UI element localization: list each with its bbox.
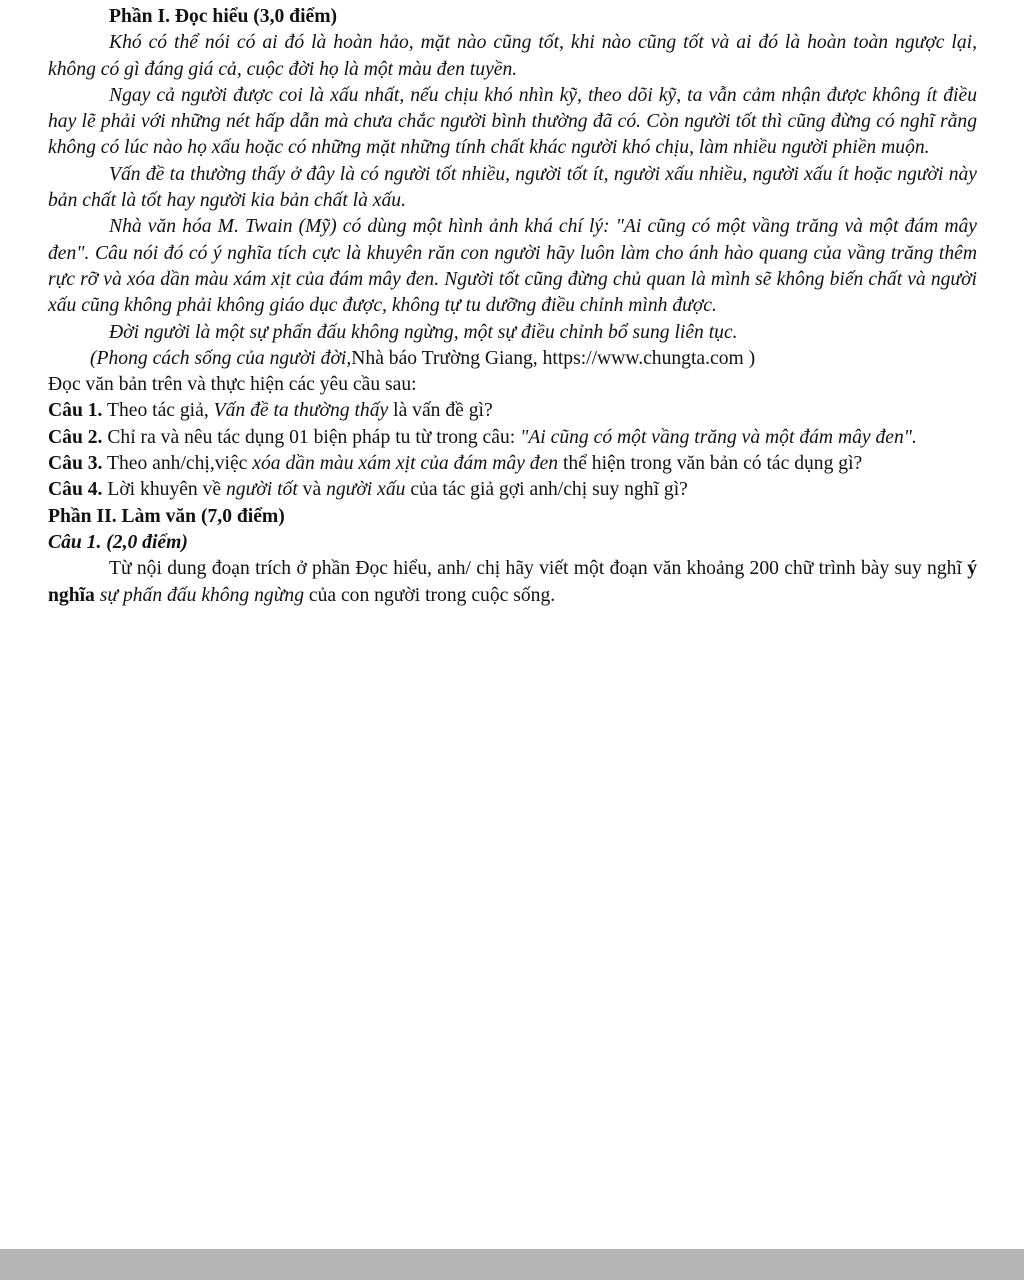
question-1-tail: là vấn đề gì? <box>388 400 493 422</box>
question-1-text: Theo tác giả, <box>102 400 214 422</box>
part2-heading: Phần II. Làm văn (7,0 điểm) <box>48 505 285 527</box>
part2-question-1-keyword: ý nghĩa <box>48 558 977 606</box>
question-2-quote: "Ai cũng có một vầng trăng và một đám mây đen". <box>520 426 917 448</box>
question-3 <box>48 451 977 477</box>
part2-question-1-title: Câu 1. (2,0 điểm) <box>48 531 188 553</box>
question-1-label: Câu 1. <box>48 400 103 422</box>
passage-paragraph-3: Vấn đề ta thường thấy ở đây là có người tốt nhiều, người tốt ít, người xấu nhiều, người xấu ít hoặc người này bản chất là tốt hay người kia bản chất là xấu. <box>48 163 977 212</box>
passage-source <box>48 346 977 372</box>
source-author: Nhà báo Trường Giang, https://www.chungta.com ) <box>351 347 756 369</box>
question-3-label: Câu 3. <box>48 453 103 475</box>
question-3-text: Theo anh/chị,việc <box>102 453 253 475</box>
passage-paragraph-4: Nhà văn hóa M. Twain (Mỹ) có dùng một hình ảnh khá chí lý: "Ai cũng có một vầng trăng và một đám mây đen". Câu nói đó có ý nghĩa tích cực là khuyên răn con người hãy luôn làm cho ánh hào quang của vầng trăng thêm rực rỡ và xóa dần màu xám xịt của đám mây đen. Người tốt cũng đừng chủ quan là mình sẽ không biến chất và người xấu cũng không phải không giáo dục được, không tự tu dưỡng điều chỉnh mình được. <box>48 216 977 317</box>
question-4-tail: của tác giả gợi anh/chị suy nghĩ gì? <box>405 479 688 501</box>
bottom-scroll-bar <box>0 1249 1024 1280</box>
question-4-and: và <box>297 479 327 501</box>
question-4 <box>48 477 977 503</box>
part2-question-1-intro: Từ nội dung đoạn trích ở phần Đọc hiểu, anh/ chị hãy viết một đoạn văn khoảng 200 chữ trình bày suy nghĩ <box>109 558 968 580</box>
passage-paragraph-2: Ngay cả người được coi là xấu nhất, nếu chịu khó nhìn kỹ, theo dõi kỹ, ta vẫn cảm nhận được không ít điều hay lẽ phải với những nét hấp dẫn mà chưa chắc người bình thường đã có. Còn người tốt thì cũng đừng có nghĩ rằng không có lúc nào họ xấu hoặc có những mặt những tính chất khác người khó chịu, làm nhiều người phiền muộn. <box>48 84 977 159</box>
source-title: (Phong cách sống của người đời, <box>90 347 352 369</box>
question-3-tail: thể hiện trong văn bản có tác dụng gì? <box>558 453 863 475</box>
part2-question-1-tail: của con người trong cuộc sống. <box>304 584 556 606</box>
passage-paragraph-5: Đời người là một sự phấn đấu không ngừng, một sự điều chỉnh bổ sung liên tục. <box>109 321 738 343</box>
question-3-quote: xóa dần màu xám xịt của đám mây đen <box>252 453 559 475</box>
question-1-quote: Vấn đề ta thường thấy <box>213 400 389 422</box>
question-4-term-bad: người xấu <box>326 479 406 501</box>
question-4-label: Câu 4. <box>48 479 103 501</box>
question-1 <box>48 398 977 424</box>
exam-page <box>48 4 977 609</box>
question-2 <box>48 425 977 451</box>
question-4-text: Lời khuyên về <box>102 479 226 501</box>
passage-paragraph-1: Khó có thể nói có ai đó là hoàn hảo, mặt nào cũng tốt, khi nào cũng tốt và ai đó là hoàn toàn ngược lại, không có gì đáng giá cả, cuộc đời họ là một màu đen tuyền. <box>48 32 977 80</box>
part2-question-1-topic: sự phấn đấu không ngừng <box>99 584 304 606</box>
part2-question-1-text <box>48 556 977 609</box>
question-2-text: Chỉ ra và nêu tác dụng 01 biện pháp tu từ trong câu: <box>102 426 521 448</box>
question-4-term-good: người tốt <box>226 479 298 501</box>
question-2-label: Câu 2. <box>48 426 103 448</box>
part1-heading: Phần I. Đọc hiểu (3,0 điểm) <box>109 6 338 27</box>
instruction-line: Đọc văn bản trên và thực hiện các yêu cầu sau: <box>48 374 417 396</box>
